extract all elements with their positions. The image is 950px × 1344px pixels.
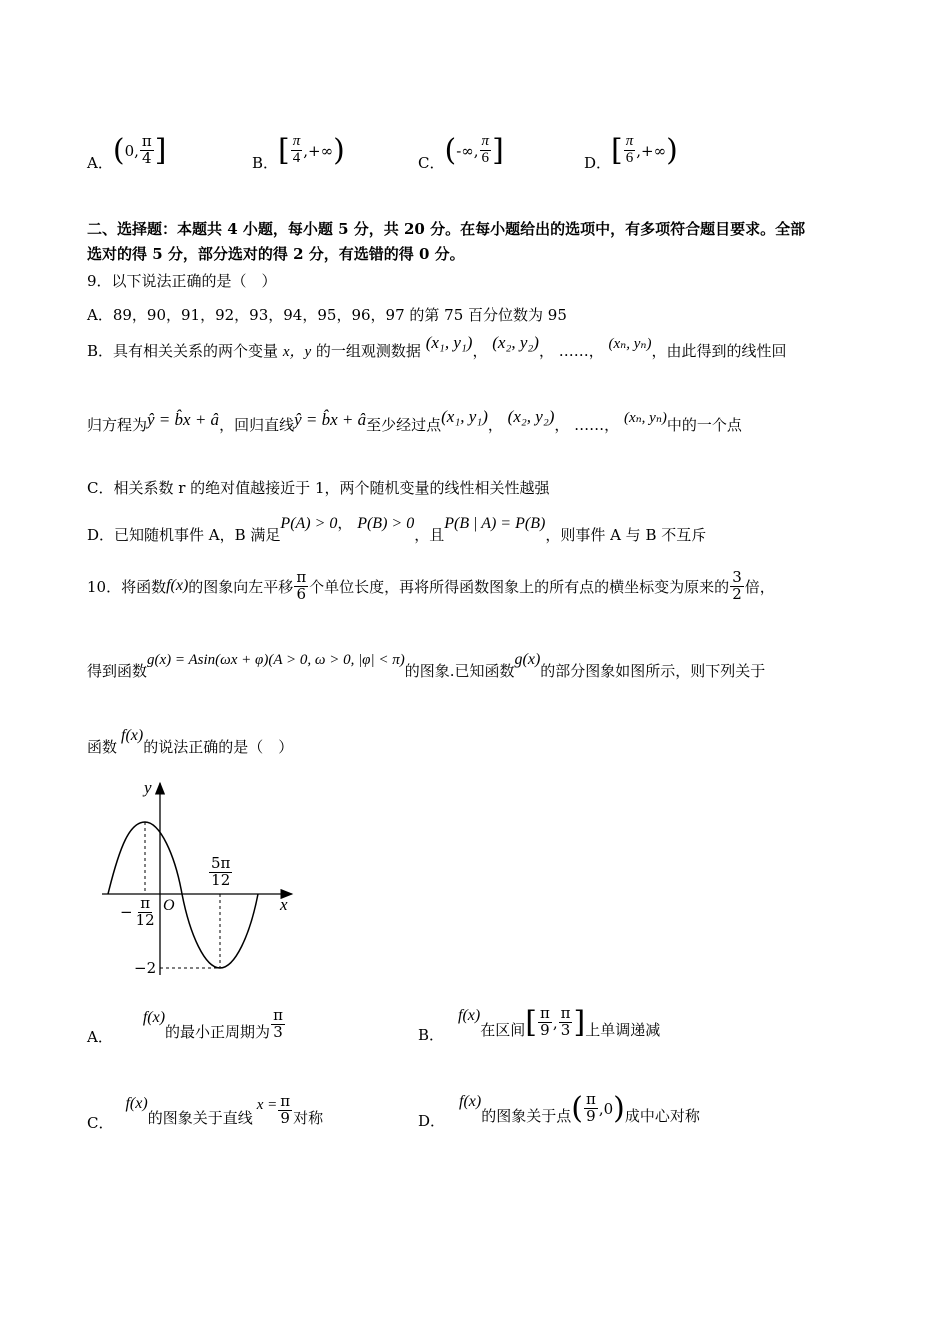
frac-num: π	[625, 133, 634, 150]
frac-den: 6	[296, 584, 307, 603]
point-zero: ,0	[598, 1099, 614, 1118]
ellipsis: ……	[558, 342, 589, 360]
prob-a: P(A) > 0	[280, 515, 338, 532]
text: ，由此得到的线性回	[651, 342, 787, 360]
frac-num: π	[141, 132, 152, 151]
frac-num: π	[296, 568, 307, 586]
text: 10．将函数	[87, 577, 167, 596]
left-bracket: [	[525, 1004, 537, 1040]
data-point-n: (xₙ, yₙ)	[608, 336, 652, 352]
q9-option-a: A．89，90，91，92，93，94，95，96，97 的第 75 百分位数为 95	[87, 306, 567, 324]
left-paren: (	[112, 132, 125, 168]
right-bracket: ]	[154, 132, 167, 168]
frac-num: π	[273, 1006, 283, 1025]
text: 的说法正确的是（ ）	[143, 738, 294, 756]
text: 的一组观测数据	[315, 342, 421, 360]
frac-num: π	[560, 1004, 571, 1023]
option-label: D．	[418, 1112, 446, 1130]
q9-option-b-line1: B．具有相关关系的两个变量 x，y 的一组观测数据 (x₁, y₁)， (x₂, y₂)， ……， (xₙ, yₙ)，由此得到的线性回	[87, 333, 787, 360]
frac-num: π	[539, 1004, 550, 1023]
text: 归方程为	[87, 416, 148, 434]
minus-sign: −	[120, 903, 133, 922]
frac-num: π	[481, 133, 490, 150]
text: 对称	[293, 1109, 324, 1127]
frac-den: 12	[211, 870, 231, 889]
conditional-prob: P(B | A) = P(B)	[444, 515, 546, 532]
frac-num: π	[585, 1090, 596, 1109]
option-label: C．	[418, 154, 445, 172]
frac-num: π	[280, 1092, 291, 1111]
option-label: A．	[87, 154, 113, 172]
q8-option-b	[252, 128, 345, 173]
origin-label: O	[163, 897, 175, 914]
left-paren: (	[444, 132, 457, 168]
option-label: B．	[252, 154, 279, 172]
q10-option-b: B． f(x) 在区间 [ $\frac{\pi}{9}$ , $\frac{\pi}{3}$ ] 上单调递减	[418, 1004, 661, 1044]
function-f: f(x)	[125, 1094, 148, 1112]
text: ，回归直线	[219, 416, 295, 434]
q9-option-b-line2: 归方程为ŷ = b̂x + â，回归直线ŷ = b̂x + â至少经过点(x₁, y₁)， (x₂, y₂)， ……， (xₙ, yₙ)中的一个点	[87, 407, 742, 434]
prob-b: P(B) > 0	[357, 515, 415, 532]
frac-den: 6	[481, 150, 490, 166]
data-point-1: (x₁, y₁)	[441, 407, 488, 426]
right-bracket: ]	[573, 1004, 586, 1040]
left-paren: (	[571, 1090, 583, 1126]
left-bracket: [	[278, 132, 290, 168]
function-g-definition: g(x) = Asin(ωx + φ)(A > 0, ω > 0, |φ| < π)	[147, 652, 405, 668]
text: 的图象向左平移	[188, 577, 294, 596]
text: 在区间	[480, 1021, 526, 1039]
tick-5pi-12	[208, 856, 233, 889]
left-bracket: [	[611, 132, 623, 168]
frac-den: 2	[732, 584, 742, 603]
frac-den: 9	[280, 1109, 290, 1127]
frac-den: 4	[292, 150, 301, 166]
tick-neg-pi-12	[120, 896, 158, 929]
frac-den: 12	[135, 910, 155, 929]
q10-line2	[87, 648, 766, 680]
text: 倍，	[744, 577, 775, 596]
function-f: f(x)	[458, 1006, 481, 1024]
frac-num: 5π	[211, 854, 231, 872]
right-paren: )	[333, 132, 345, 168]
text: 上单调递减	[585, 1021, 661, 1039]
interval-left: -∞,	[456, 141, 479, 160]
math-var: x =	[256, 1097, 278, 1113]
q9-option-c: C．相关系数 r 的绝对值越接近于 1，两个随机变量的线性相关性越强	[87, 479, 550, 497]
section-heading-line1: 二、选择题：本题共 4 小题，每小题 5 分，共 20 分。在每小题给出的选项中，有多项符合题目要求。全部	[87, 220, 806, 238]
text: 个单位长度，再将所得函数图象上的所有点的横坐标变为原来的	[309, 577, 730, 596]
text: ，则事件 A 与 B 不互斥	[545, 526, 707, 544]
q10-option-c	[87, 1088, 323, 1133]
q9-option-d: D．已知随机事件 A，B 满足P(A) > 0， P(B) > 0，且P(B | A) = P(B)，则事件 A 与 B 不互斥	[87, 514, 707, 544]
frac-num: 3	[732, 568, 742, 586]
text: 的图象.已知函数	[404, 662, 515, 680]
option-label: D．	[584, 154, 612, 172]
text: 的图象关于直线	[147, 1109, 253, 1127]
function-f: f(x)	[142, 1008, 166, 1026]
interval-right: ,+∞	[303, 141, 334, 160]
regression-equation: ŷ = b̂x + â	[147, 410, 220, 429]
text: 的最小正周期为	[165, 1023, 271, 1041]
data-point-2: (x₂, y₂)	[507, 407, 555, 426]
frac-num: π	[292, 133, 301, 150]
section-heading-line2: 选对的得 5 分，部分选对的得 2 分，有选错的得 0 分。	[87, 245, 465, 263]
option-label: C．	[87, 1114, 114, 1132]
text: B．具有相关关系的两个变量	[87, 342, 279, 360]
frac-den: 6	[625, 150, 634, 166]
interval-right: ,+∞	[636, 141, 667, 160]
q8-option-c	[418, 128, 504, 173]
text: 的图象关于点	[481, 1107, 572, 1125]
q8-option-a	[87, 128, 166, 173]
q10-option-a	[87, 1002, 286, 1047]
function-f: f(x)	[121, 727, 144, 744]
text: 成中心对称	[624, 1107, 700, 1125]
frac-den: 4	[142, 149, 152, 167]
data-point-2: (x₂, y₂)	[492, 333, 539, 352]
ellipsis: ……	[574, 416, 605, 434]
sine-graph	[90, 775, 320, 985]
text: ，且	[414, 526, 445, 544]
function-f: f(x)	[166, 577, 189, 595]
option-label: A．	[87, 1028, 113, 1046]
q10-line3	[87, 724, 294, 756]
function-f: f(x)	[459, 1092, 482, 1110]
q8-option-d	[584, 128, 678, 173]
q10-line1	[87, 570, 775, 603]
frac-den: 9	[586, 1107, 596, 1125]
y-axis-label: y	[144, 778, 152, 797]
min-value-label: −2	[134, 959, 157, 977]
text: 中的一个点	[666, 416, 742, 434]
frac-den: 3	[273, 1023, 283, 1041]
text: 至少经过点	[366, 416, 442, 434]
x-axis-label: x	[280, 895, 288, 914]
right-paren: )	[666, 132, 678, 168]
data-point-1: (x₁, y₁)	[425, 333, 473, 352]
regression-equation: ŷ = b̂x + â	[294, 410, 367, 429]
q10-option-d	[418, 1086, 700, 1131]
math-vars: x，y	[282, 344, 312, 360]
function-g: g(x)	[514, 651, 541, 668]
frac-num: π	[140, 894, 151, 912]
text: 函数	[87, 738, 118, 756]
right-paren: )	[613, 1090, 625, 1126]
curve	[108, 822, 258, 968]
interval-left: 0,	[124, 141, 139, 160]
option-label: B．	[418, 1026, 445, 1044]
text: D．已知随机事件 A，B 满足	[87, 526, 281, 544]
text: 得到函数	[87, 662, 148, 680]
data-point-n: (xₙ, yₙ)	[623, 410, 667, 426]
right-bracket: ]	[492, 132, 504, 168]
frac-den: 3	[560, 1021, 571, 1039]
frac-den: 9	[540, 1021, 550, 1039]
text: 的部分图象如图所示，则下列关于	[540, 662, 766, 680]
q9-stem: 9．以下说法正确的是（ ）	[87, 272, 277, 290]
